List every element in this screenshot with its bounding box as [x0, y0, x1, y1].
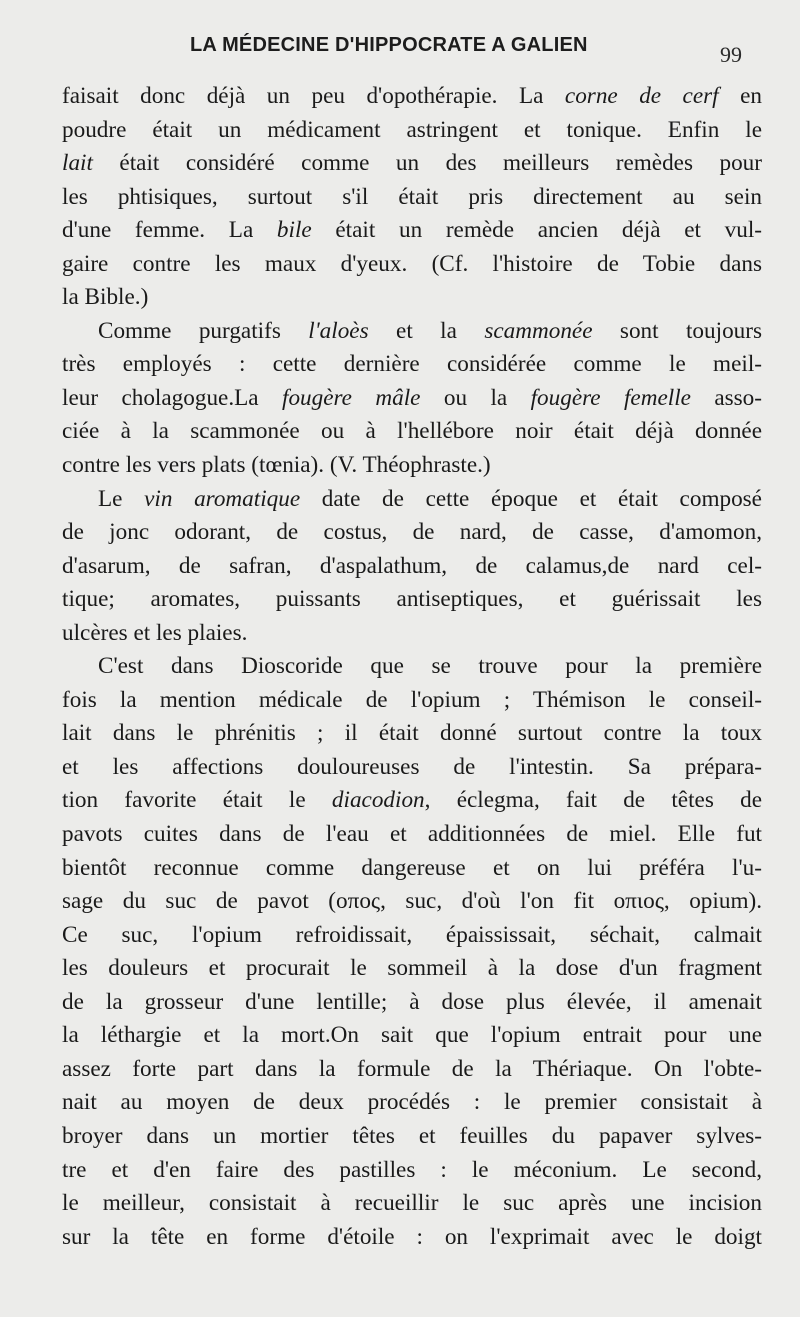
italic-term: fougère femelle	[530, 384, 691, 411]
text-segment: lait dans le phrénitis ; il était donné surtout contre la toux	[62, 720, 762, 747]
italic-term: scammonée	[484, 317, 593, 344]
text-line	[62, 1221, 762, 1255]
text-segment: les douleurs et procurait le sommeil à la dose d'un fragment	[62, 955, 762, 982]
text-line	[62, 784, 762, 818]
running-head: LA MÉDECINE D'HIPPOCRATE A GALIEN	[190, 34, 588, 56]
text-segment: gaire contre les maux d'yeux. (Cf. l'histoire de Tobie dans	[62, 250, 762, 277]
text-line	[62, 550, 762, 584]
text-segment: sont toujours	[592, 317, 762, 344]
text-segment: nait au moyen de deux procédés : le premier consistait à	[62, 1089, 762, 1116]
text-segment: bientôt reconnue comme dangereuse et on lui préféra l'u-	[62, 854, 762, 881]
text-segment: asso-	[690, 384, 763, 411]
text-line	[62, 885, 762, 919]
italic-term: l'aloès	[308, 317, 369, 344]
text-line	[62, 818, 762, 852]
text-line	[62, 1154, 762, 1188]
text-line	[62, 617, 762, 651]
text-line	[62, 650, 762, 684]
text-segment: d'une femme. La	[62, 217, 277, 244]
text-segment: et les affections douloureuses de l'intestin. Sa prépara-	[62, 753, 762, 780]
text-segment: pavots cuites dans de l'eau et additionnées de miel. Elle fut	[62, 821, 762, 848]
text-line	[62, 684, 762, 718]
text-segment: ulcères et les plaies.	[62, 619, 248, 646]
text-line	[62, 483, 762, 517]
text-line	[62, 952, 762, 986]
text-line	[62, 852, 762, 886]
text-line	[62, 1120, 762, 1154]
text-segment: poudre était un médicament astringent et tonique. Enfin le	[62, 116, 762, 143]
text-segment: date de cette époque et était composé	[300, 485, 762, 512]
text-segment: Le	[98, 485, 145, 512]
text-line	[62, 147, 762, 181]
text-line	[62, 248, 762, 282]
text-line	[62, 1086, 762, 1120]
text-line	[62, 583, 762, 617]
text-line	[62, 516, 762, 550]
text-line	[62, 348, 762, 382]
text-segment: le meilleur, consistait à recueillir le suc après une incision	[62, 1190, 762, 1217]
text-segment: d'asarum, de safran, d'aspalathum, de calamus,de nard cel-	[62, 552, 762, 579]
text-segment: C'est dans Dioscoride que se trouve pour la première	[98, 653, 762, 680]
text-segment: , éclegma, fait de têtes de	[424, 787, 762, 814]
text-line	[62, 449, 762, 483]
text-line	[62, 717, 762, 751]
italic-term: fougère mâle	[282, 384, 421, 411]
text-segment: les phtisiques, surtout s'il était pris directement au sein	[62, 183, 762, 210]
text-line	[62, 315, 762, 349]
text-line	[62, 382, 762, 416]
italic-term: vin aromatique	[144, 485, 301, 512]
text-segment: assez forte part dans la formule de la Thériaque. On l'obte-	[62, 1055, 762, 1082]
text-line	[62, 114, 762, 148]
text-line	[62, 1053, 762, 1087]
text-line	[62, 281, 762, 315]
text-segment: la Bible.)	[62, 284, 149, 311]
body-text	[62, 80, 762, 1254]
text-line	[62, 751, 762, 785]
page-number: 99	[720, 42, 742, 67]
text-segment: et la	[368, 317, 485, 344]
text-line	[62, 1019, 762, 1053]
text-line	[62, 181, 762, 215]
text-segment: de la grosseur d'une lentille; à dose plus élevée, il amenait	[62, 988, 762, 1015]
text-segment: était un remède ancien déjà et vul-	[311, 217, 762, 244]
text-segment: ciée à la scammonée ou à l'hellébore noir était déjà donnée	[62, 418, 762, 445]
text-segment: en	[718, 83, 762, 109]
text-segment: était considéré comme un des meilleurs remèdes pour	[92, 150, 762, 177]
italic-term: lait	[62, 150, 93, 177]
italic-term: diacodion	[331, 787, 425, 814]
text-line	[62, 919, 762, 953]
text-segment: la léthargie et la mort.On sait que l'opium entrait pour une	[62, 1022, 762, 1049]
text-segment: ou la	[420, 384, 531, 411]
text-segment: sur la tête en forme d'étoile : on l'exprimait avec le doigt	[62, 1223, 762, 1250]
text-segment: sage du suc de pavot (οπος, suc, d'où l'on fit οπιος, opium).	[62, 888, 762, 915]
text-line	[62, 986, 762, 1020]
text-segment: fois la mention médicale de l'opium ; Thémison le conseil-	[62, 686, 762, 713]
text-segment: Ce suc, l'opium refroidissait, épaississait, séchait, calmait	[62, 921, 762, 948]
text-segment: tique; aromates, puissants antiseptiques, et guérissait les	[62, 586, 762, 613]
text-segment: leur cholagogue.La	[62, 384, 282, 411]
italic-term: bile	[276, 217, 312, 244]
text-segment: contre les vers plats (tœnia). (V. Théophraste.)	[62, 452, 491, 479]
text-segment: Comme purgatifs	[98, 317, 309, 344]
text-segment: tre et d'en faire des pastilles : le méconium. Le second,	[62, 1156, 762, 1183]
text-segment: de jonc odorant, de costus, de nard, de casse, d'amomon,	[62, 519, 762, 546]
text-segment: faisait donc déjà un peu d'opothérapie. La	[62, 83, 565, 109]
text-line	[62, 80, 762, 114]
text-segment: très employés : cette dernière considérée comme le meil-	[62, 351, 762, 378]
italic-term: corne de cerf	[564, 83, 719, 109]
text-segment: tion favorite était le	[62, 787, 332, 814]
text-line	[62, 415, 762, 449]
text-segment: broyer dans un mortier têtes et feuilles du papaver sylves-	[62, 1122, 762, 1149]
text-line	[62, 214, 762, 248]
text-line	[62, 1187, 762, 1221]
